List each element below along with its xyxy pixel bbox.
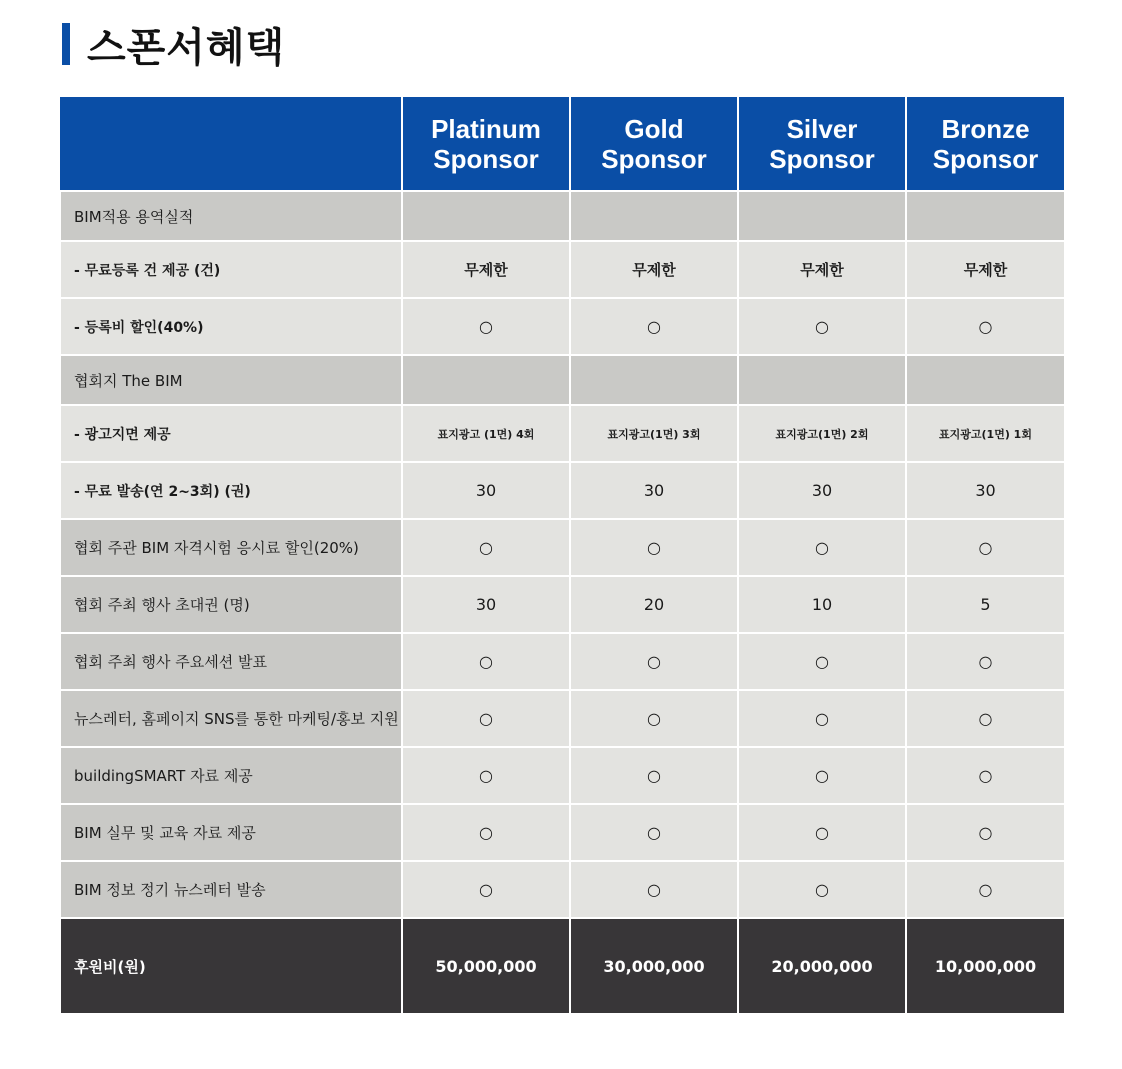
row-label: - 광고지면 제공 <box>60 405 402 462</box>
benefit-value-cell <box>402 191 570 241</box>
table-row <box>60 462 1065 519</box>
row-label: 협회 주최 행사 주요세션 발표 <box>60 633 402 690</box>
benefit-check-cell: ○ <box>738 861 906 918</box>
benefit-value-cell: 무제한 <box>738 241 906 298</box>
row-label: buildingSMART 자료 제공 <box>60 747 402 804</box>
sponsor-benefits-table <box>59 95 1066 1015</box>
fee-label: 후원비(원) <box>60 918 402 1014</box>
title-accent-bar <box>62 23 70 65</box>
benefit-check-cell: ○ <box>570 633 738 690</box>
page-title: 스폰서혜택 <box>87 24 286 71</box>
table-row <box>60 861 1065 918</box>
row-label: BIM적용 용역실적 <box>60 191 402 241</box>
benefit-value-cell <box>570 191 738 241</box>
benefit-value-cell: 30 <box>402 462 570 519</box>
benefit-check-cell: ○ <box>906 298 1065 355</box>
benefit-check-cell: ○ <box>402 633 570 690</box>
benefit-value-cell <box>906 355 1065 405</box>
benefit-check-cell: ○ <box>402 804 570 861</box>
benefit-check-cell: ○ <box>570 519 738 576</box>
table-row <box>60 191 1065 241</box>
benefit-check-cell: ○ <box>906 519 1065 576</box>
tier-header-platinum: Platinum Sponsor <box>402 96 570 191</box>
header-corner <box>60 96 402 191</box>
benefit-check-cell: ○ <box>570 861 738 918</box>
fee-amount: 20,000,000 <box>738 918 906 1014</box>
benefit-check-cell: ○ <box>402 519 570 576</box>
benefit-check-cell: ○ <box>402 861 570 918</box>
row-label: BIM 실무 및 교육 자료 제공 <box>60 804 402 861</box>
header-row <box>60 96 1065 191</box>
row-label: BIM 정보 정기 뉴스레터 발송 <box>60 861 402 918</box>
benefit-check-cell: ○ <box>906 804 1065 861</box>
benefit-value-cell <box>738 191 906 241</box>
benefit-check-cell: ○ <box>738 804 906 861</box>
row-label: 협회 주관 BIM 자격시험 응시료 할인(20%) <box>60 519 402 576</box>
benefit-check-cell: ○ <box>906 690 1065 747</box>
benefit-check-cell: ○ <box>570 690 738 747</box>
tier-header-silver: Silver Sponsor <box>738 96 906 191</box>
benefit-check-cell: ○ <box>570 298 738 355</box>
page-title-wrap <box>62 18 285 70</box>
row-label: 뉴스레터, 홈페이지 SNS를 통한 마케팅/홍보 지원 <box>60 690 402 747</box>
benefit-check-cell: ○ <box>570 747 738 804</box>
benefit-value-cell <box>402 355 570 405</box>
benefit-check-cell: ○ <box>906 633 1065 690</box>
benefit-value-cell: 30 <box>738 462 906 519</box>
benefit-value-cell: 표지광고 (1면) 4회 <box>402 405 570 462</box>
table-row <box>60 519 1065 576</box>
table-row <box>60 633 1065 690</box>
tier-header-bronze: Bronze Sponsor <box>906 96 1065 191</box>
benefit-value-cell <box>570 355 738 405</box>
benefit-check-cell: ○ <box>402 298 570 355</box>
benefit-check-cell: ○ <box>402 690 570 747</box>
benefit-value-cell: 30 <box>570 462 738 519</box>
benefit-check-cell: ○ <box>906 747 1065 804</box>
benefit-check-cell: ○ <box>738 298 906 355</box>
benefit-value-cell: 무제한 <box>570 241 738 298</box>
table-row <box>60 804 1065 861</box>
table-row <box>60 747 1065 804</box>
row-label: - 무료등록 건 제공 (건) <box>60 241 402 298</box>
benefit-value-cell: 무제한 <box>906 241 1065 298</box>
benefit-check-cell: ○ <box>570 804 738 861</box>
fee-row <box>60 918 1065 1014</box>
table-row <box>60 405 1065 462</box>
table-row <box>60 241 1065 298</box>
tier-header-gold: Gold Sponsor <box>570 96 738 191</box>
benefit-value-cell <box>738 355 906 405</box>
fee-amount: 10,000,000 <box>906 918 1065 1014</box>
benefit-value-cell: 20 <box>570 576 738 633</box>
table-row <box>60 355 1065 405</box>
benefit-value-cell: 30 <box>402 576 570 633</box>
table-row <box>60 690 1065 747</box>
benefit-value-cell: 30 <box>906 462 1065 519</box>
row-label: 협회 주최 행사 초대권 (명) <box>60 576 402 633</box>
row-label: - 등록비 할인(40%) <box>60 298 402 355</box>
benefit-value-cell <box>906 191 1065 241</box>
benefit-value-cell: 5 <box>906 576 1065 633</box>
benefit-check-cell: ○ <box>738 633 906 690</box>
table-row <box>60 298 1065 355</box>
fee-amount: 50,000,000 <box>402 918 570 1014</box>
benefit-check-cell: ○ <box>402 747 570 804</box>
benefit-check-cell: ○ <box>906 861 1065 918</box>
benefit-value-cell: 표지광고(1면) 3회 <box>570 405 738 462</box>
row-label: 협회지 The BIM <box>60 355 402 405</box>
benefit-check-cell: ○ <box>738 747 906 804</box>
benefit-check-cell: ○ <box>738 690 906 747</box>
benefit-value-cell: 표지광고(1면) 2회 <box>738 405 906 462</box>
fee-amount: 30,000,000 <box>570 918 738 1014</box>
benefit-value-cell: 10 <box>738 576 906 633</box>
benefit-value-cell: 무제한 <box>402 241 570 298</box>
table-row <box>60 576 1065 633</box>
benefit-value-cell: 표지광고(1면) 1회 <box>906 405 1065 462</box>
row-label: - 무료 발송(연 2~3회) (권) <box>60 462 402 519</box>
benefit-check-cell: ○ <box>738 519 906 576</box>
